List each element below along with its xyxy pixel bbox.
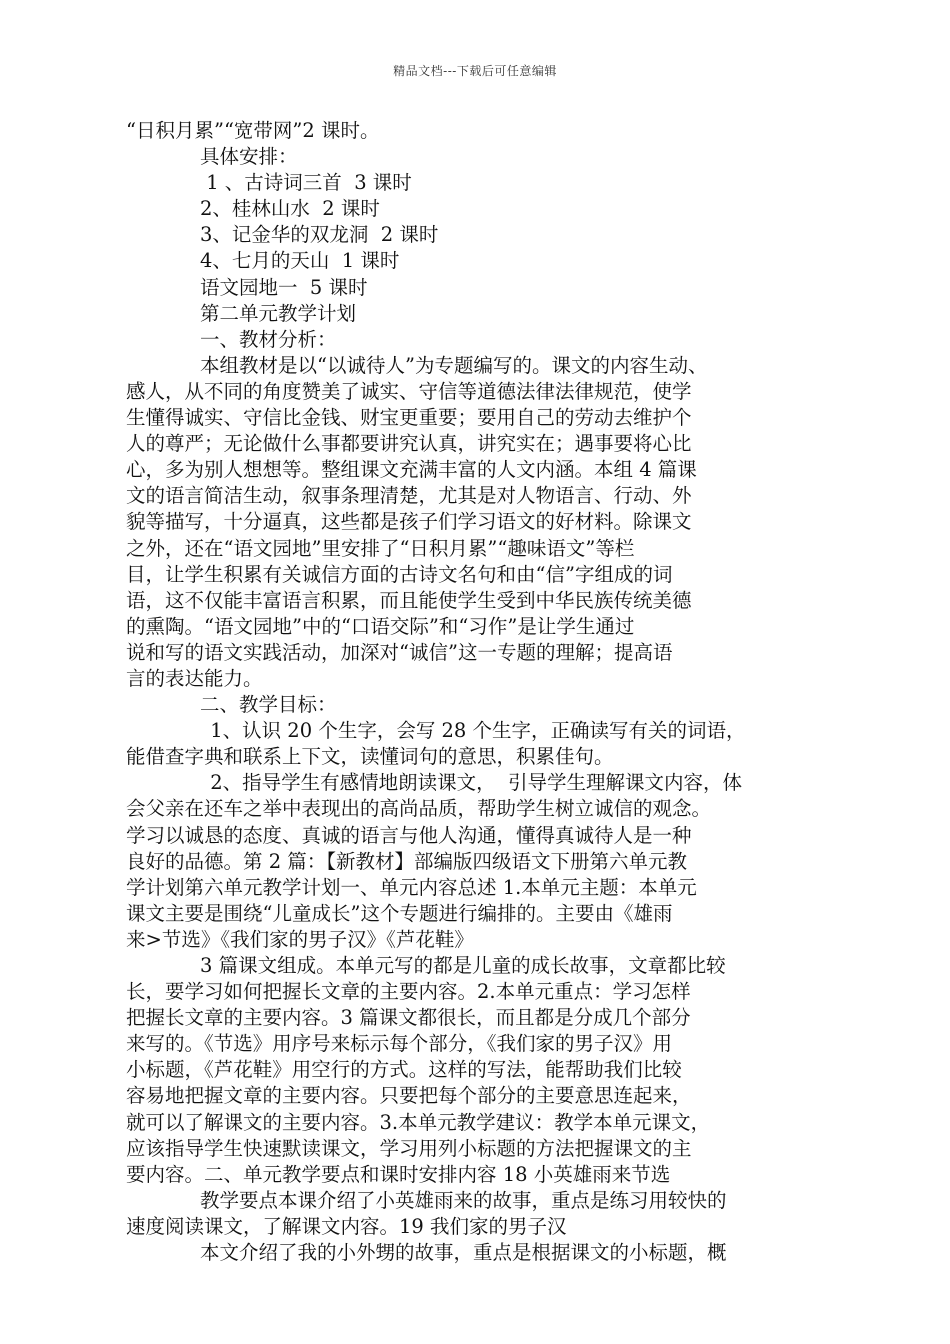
text-line: 1、认识 20 个生字，会写 28 个生字，正确读写有关的词语， [204, 719, 746, 743]
text-line: 来写的。《节选》用序号来标示每个部分，《我们家的男子汉》用 [126, 1032, 673, 1056]
text-line: 的熏陶。“语文园地”中的“口语交际”和“习作”是让学生通过 [126, 614, 635, 638]
text-line: 人的尊严；无论做什么事都要讲究认真，讲究实在；遇事要将心比 [126, 432, 692, 456]
text-line: 速度阅读课文，了解课文内容。19 我们家的男子汉 [126, 1214, 567, 1238]
text-line: 感人，从不同的角度赞美了诚实、守信等道德法律法律规范，使学 [126, 379, 692, 403]
text-line: 学习以诚恳的态度、真诚的语言与他人沟通，懂得真诚待人是一种 [126, 823, 692, 847]
subsection-heading: 二、教学目标： [200, 693, 337, 717]
section-heading: 第二单元教学计划 [200, 301, 357, 325]
text-line: 本组教材是以“以诚待人”为专题编写的。课文的内容生动、 [200, 353, 708, 377]
text-line: 文的语言简洁生动，叙事条理清楚，尤其是对人物语言、行动、外 [126, 484, 692, 508]
text-line: 之外，还在“语文园地”里安排了“日积月累”“趣味语文”等栏 [126, 536, 635, 560]
text-line: 3 篇课文组成。本单元写的都是儿童的成长故事，文章都比较 [200, 954, 726, 977]
text-line: 把握长文章的主要内容。3 篇课文都很长，而且都是分成几个部分 [126, 1006, 691, 1030]
text-line: 会父亲在还车之举中表现出的高尚品质，帮助学生树立诚信的观念。 [126, 797, 712, 821]
text-line: 语，这不仅能丰富语言积累，而且能使学生受到中华民族传统美德 [126, 588, 692, 612]
text-line: 貌等描写，十分逼真，这些都是孩子们学习语文的好材料。除课文 [126, 510, 692, 534]
document-body [118, 118, 818, 1266]
page-header: 精品文档---下载后可任意编辑 [393, 64, 557, 78]
text-line: 2、桂林山水 2 课时 [200, 197, 380, 221]
text-line: 长，要学习如何把握长文章的主要内容。2.本单元重点：学习怎样 [126, 980, 691, 1004]
text-line: 来>节选》《我们家的男子汉》《芦花鞋》 [126, 927, 474, 951]
text-line: 教学要点本课介绍了小英雄雨来的故事，重点是练习用较快的 [200, 1188, 727, 1212]
text-line: 目，让学生积累有关诚信方面的古诗文名句和由“信”字组成的词 [126, 562, 673, 586]
text-line: 容易地把握文章的主要内容。只要把每个部分的主要意思连起来， [126, 1084, 692, 1108]
text-line: 生懂得诚实、守信比金钱、财宝更重要；要用自己的劳动去维护个 [126, 406, 692, 430]
text-line: 心，多为别人想想等。整组课文充满丰富的人文内涵。本组 4 篇课 [126, 458, 697, 482]
text-line: 2、指导学生有感情地朗读课文， 引导学生理解课文内容，体 [204, 771, 743, 795]
text-line: 良好的品德。第 2 篇：【新教材】部编版四级语文下册第六单元教 [126, 849, 688, 873]
text-line: 课文主要是围绕“儿童成长”这个专题进行编排的。主要由《雄雨 [126, 901, 673, 925]
text-line: 小标题，《芦花鞋》用空行的方式。这样的写法，能帮助我们比较 [126, 1058, 682, 1082]
text-line: 4、七月的天山 1 课时 [200, 249, 400, 273]
text-line: 要内容。二、单元教学要点和课时安排内容 18 小英雄雨来节选 [126, 1162, 671, 1186]
text-line: 就可以了解课文的主要内容。3.本单元教学建议：教学本单元课文， [126, 1110, 711, 1134]
text-line: 学计划第六单元教学计划一、单元内容总述 1.本单元主题：本单元 [126, 875, 697, 899]
text-line: 能借查字典和联系上下文，读懂词句的意思，积累佳句。 [126, 745, 614, 769]
text-line: 言的表达能力。 [126, 666, 263, 690]
text-line: 本文介绍了我的小外甥的故事，重点是根据课文的小标题，概 [200, 1241, 727, 1265]
text-line: 具体安排： [200, 145, 298, 169]
text-line: 应该指导学生快速默读课文，学习用列小标题的方法把握课文的主 [126, 1136, 692, 1160]
text-line: 1 、古诗词三首 3 课时 [200, 171, 412, 195]
text-line: 语文园地一 5 课时 [200, 275, 368, 299]
text-line: “日积月累”“宽带网”2 课时。 [126, 119, 380, 142]
text-line: 3、记金华的双龙洞 2 课时 [200, 223, 439, 247]
text-line: 说和写的语文实践活动，加深对“诚信”这一专题的理解；提高语 [126, 640, 673, 664]
subsection-heading: 一、教材分析： [200, 327, 337, 351]
